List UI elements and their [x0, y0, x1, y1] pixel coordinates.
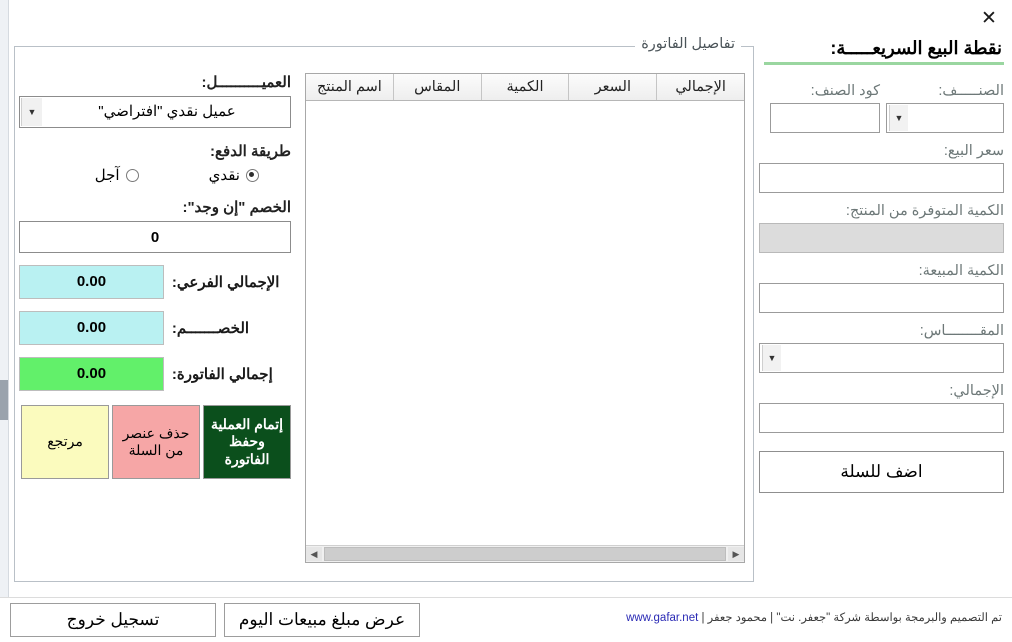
sell-price-input[interactable] [759, 163, 1004, 193]
column-product-name: اسم المنتج [306, 74, 393, 100]
customer-select-value: عميل نقدي "افتراضي" [98, 103, 236, 120]
customer-select[interactable] [19, 96, 291, 128]
credit-text [626, 610, 1002, 624]
invoice-total-row [19, 357, 291, 391]
available-qty-label: الكمية المتوفرة من المنتج: [845, 203, 1004, 219]
item-label: الصنـــــف: [938, 83, 1004, 99]
size-select[interactable] [759, 343, 1004, 373]
chevron-down-icon: ▼ [21, 98, 42, 126]
payment-option-credit[interactable] [95, 166, 139, 184]
bottom-bar [0, 597, 1012, 642]
scrollbar-thumb[interactable] [324, 547, 726, 561]
credit-link[interactable]: www.gafar.net [626, 612, 699, 624]
item-code-input[interactable] [770, 103, 880, 133]
return-button[interactable]: مرتجع [21, 405, 109, 479]
discount-total-value: 0.00 [19, 311, 164, 345]
quick-total-label: الإجمالي: [949, 383, 1004, 399]
column-price: السعر [568, 74, 656, 100]
item-code-label: كود الصنف: [810, 83, 880, 99]
payment-option-credit-label: آجل [94, 167, 120, 184]
discount-label: الخصم "إن وجد": [182, 199, 291, 216]
invoice-actions [19, 405, 291, 479]
invoice-form [19, 73, 291, 479]
discount-total-label: الخصـــــــم: [171, 320, 250, 337]
size-label: المقــــــــاس: [919, 323, 1004, 339]
column-total: الإجمالي [656, 74, 744, 100]
quick-pos-panel [759, 38, 1004, 598]
invoice-total-value: 0.00 [19, 357, 164, 391]
radio-icon [126, 169, 139, 182]
chevron-down-icon: ▼ [889, 105, 908, 131]
quick-total-input[interactable] [759, 403, 1004, 433]
customer-label: العميــــــــــل: [201, 74, 291, 91]
logout-button[interactable]: تسجيل خروج [10, 603, 216, 637]
item-select[interactable] [886, 103, 1004, 133]
invoice-total-label: إجمالي الفاتورة: [171, 366, 273, 383]
window-left-edge-handle[interactable] [0, 380, 8, 420]
add-to-cart-button[interactable]: اضف للسلة [759, 451, 1004, 493]
delete-item-button[interactable]: حذف عنصر من السلة [112, 405, 200, 479]
quick-pos-title: نقطة البيع السريعـــــة: [830, 38, 1002, 58]
available-qty-input [759, 223, 1004, 253]
sold-qty-input[interactable] [759, 283, 1004, 313]
title-underline [764, 62, 1004, 65]
complete-save-button[interactable]: إتمام العملية وحفظ الفاتورة [203, 405, 291, 479]
today-sales-button[interactable]: عرض مبلغ مبيعات اليوم [224, 603, 420, 637]
chevron-right-icon[interactable]: ▶ [728, 547, 744, 561]
payment-option-cash-label: نقدي [208, 167, 240, 184]
window-left-edge [0, 0, 9, 642]
column-size: المقاس [393, 74, 481, 100]
discount-total-row [19, 311, 291, 345]
invoice-details-group [14, 36, 754, 582]
subtotal-row [19, 265, 291, 299]
payment-method-label: طريقة الدفع: [210, 143, 291, 160]
discount-input[interactable] [19, 221, 291, 253]
radio-icon [246, 169, 259, 182]
column-quantity: الكمية [481, 74, 569, 100]
invoice-details-title: تفاصيل الفاتورة [635, 36, 741, 52]
payment-method-options [19, 166, 291, 184]
sold-qty-label: الكمية المبيعة: [918, 263, 1004, 279]
payment-option-cash[interactable] [209, 166, 259, 184]
credit-main: تم التصميم والبرمجة بواسطة شركة "جعفر. نت" | محمود جعفر | [701, 612, 1002, 624]
close-icon[interactable]: ✕ [972, 4, 1006, 32]
subtotal-value: 0.00 [19, 265, 164, 299]
chevron-down-icon: ▼ [762, 345, 781, 371]
table-horizontal-scrollbar[interactable] [306, 545, 744, 562]
sell-price-label: سعر البيع: [943, 143, 1004, 159]
table-body [306, 101, 744, 538]
invoice-items-table[interactable] [305, 73, 745, 563]
subtotal-label: الإجمالي الفرعي: [171, 274, 280, 291]
chevron-left-icon[interactable]: ◀ [306, 547, 322, 561]
table-header-row [306, 74, 744, 101]
